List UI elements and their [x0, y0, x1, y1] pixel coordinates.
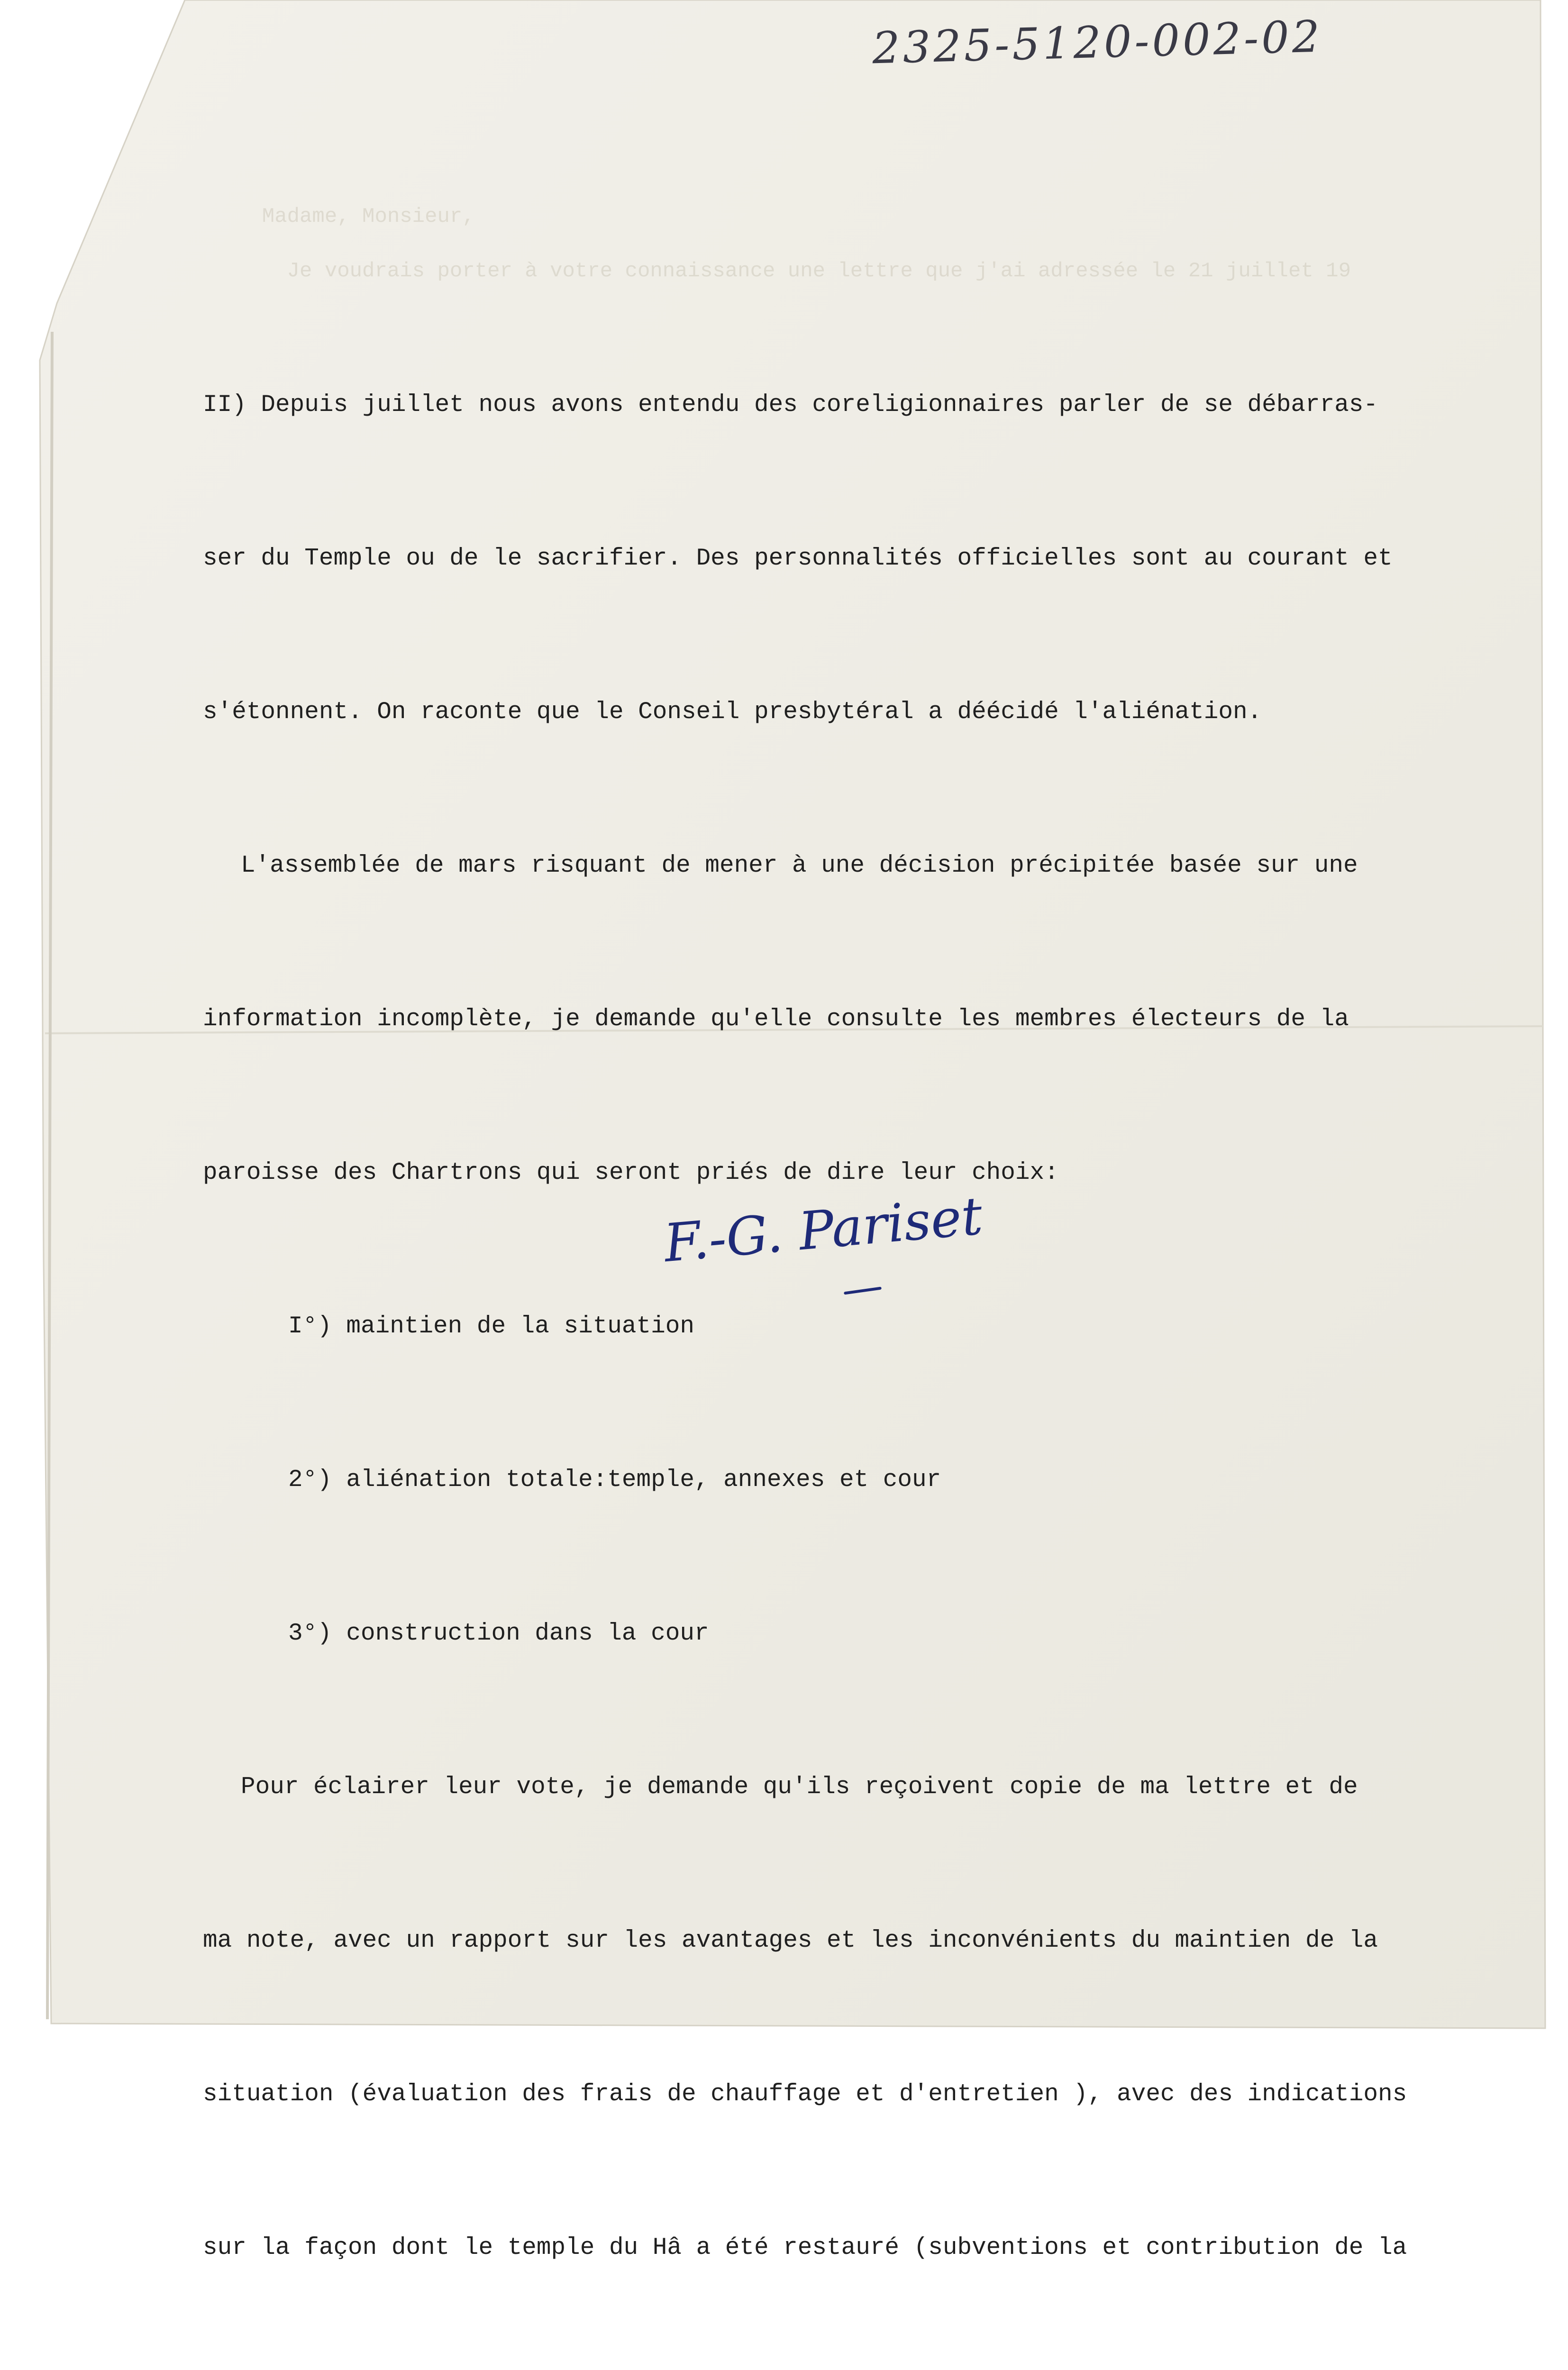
bleed-through-text: Madame, Monsieur, Je voudrais porter à votre connaissance une lettre que j'ai adressée le 21 juillet 19 — [237, 205, 1351, 283]
choice-3: 3°) construction dans la cour — [288, 1620, 709, 1647]
body-line: ser du Temple ou de le sacrifier. Des personnalités officielles sont au courant et — [203, 545, 1393, 572]
body-line: situation (évaluation des frais de chauffage et d'entretien ), avec des indications — [203, 2081, 1407, 2108]
body-line: Pour éclairer leur vote, je demande qu'ils reçoivent copie de ma lettre et de — [241, 1774, 1358, 1801]
choice-2: 2°) aliénation totale:temple, annexes et cour — [288, 1467, 941, 1494]
body-line: L'assemblée de mars risquant de mener à une décision précipitée basée sur une — [241, 852, 1358, 879]
body-line: sur la façon dont le temple du Hâ a été restauré (subventions et contribution de la — [203, 2234, 1407, 2261]
handwritten-signature: F.-G. Pariset — [661, 1185, 985, 1274]
body-line: s'étonnent. On raconte que le Conseil presbytéral a déécidé l'aliénation. — [203, 699, 1262, 726]
body-line: information incomplète, je demande qu'elle consulte les membres électeurs de la — [203, 1006, 1349, 1033]
body-line: ma note, avec un rapport sur les avantages et les inconvénients du maintien de la — [203, 1927, 1378, 1954]
body-line: II) Depuis juillet nous avons entendu des coreligionnaires parler de se débarras- — [203, 392, 1378, 419]
choice-1: I°) maintien de la situation — [288, 1313, 694, 1340]
letter-body — [203, 277, 1454, 2370]
body-line: paroisse des Chartrons qui seront priés de dire leur choix: — [203, 1159, 1059, 1186]
archive-reference-number: 2325-5120-002-02 — [871, 11, 1323, 74]
